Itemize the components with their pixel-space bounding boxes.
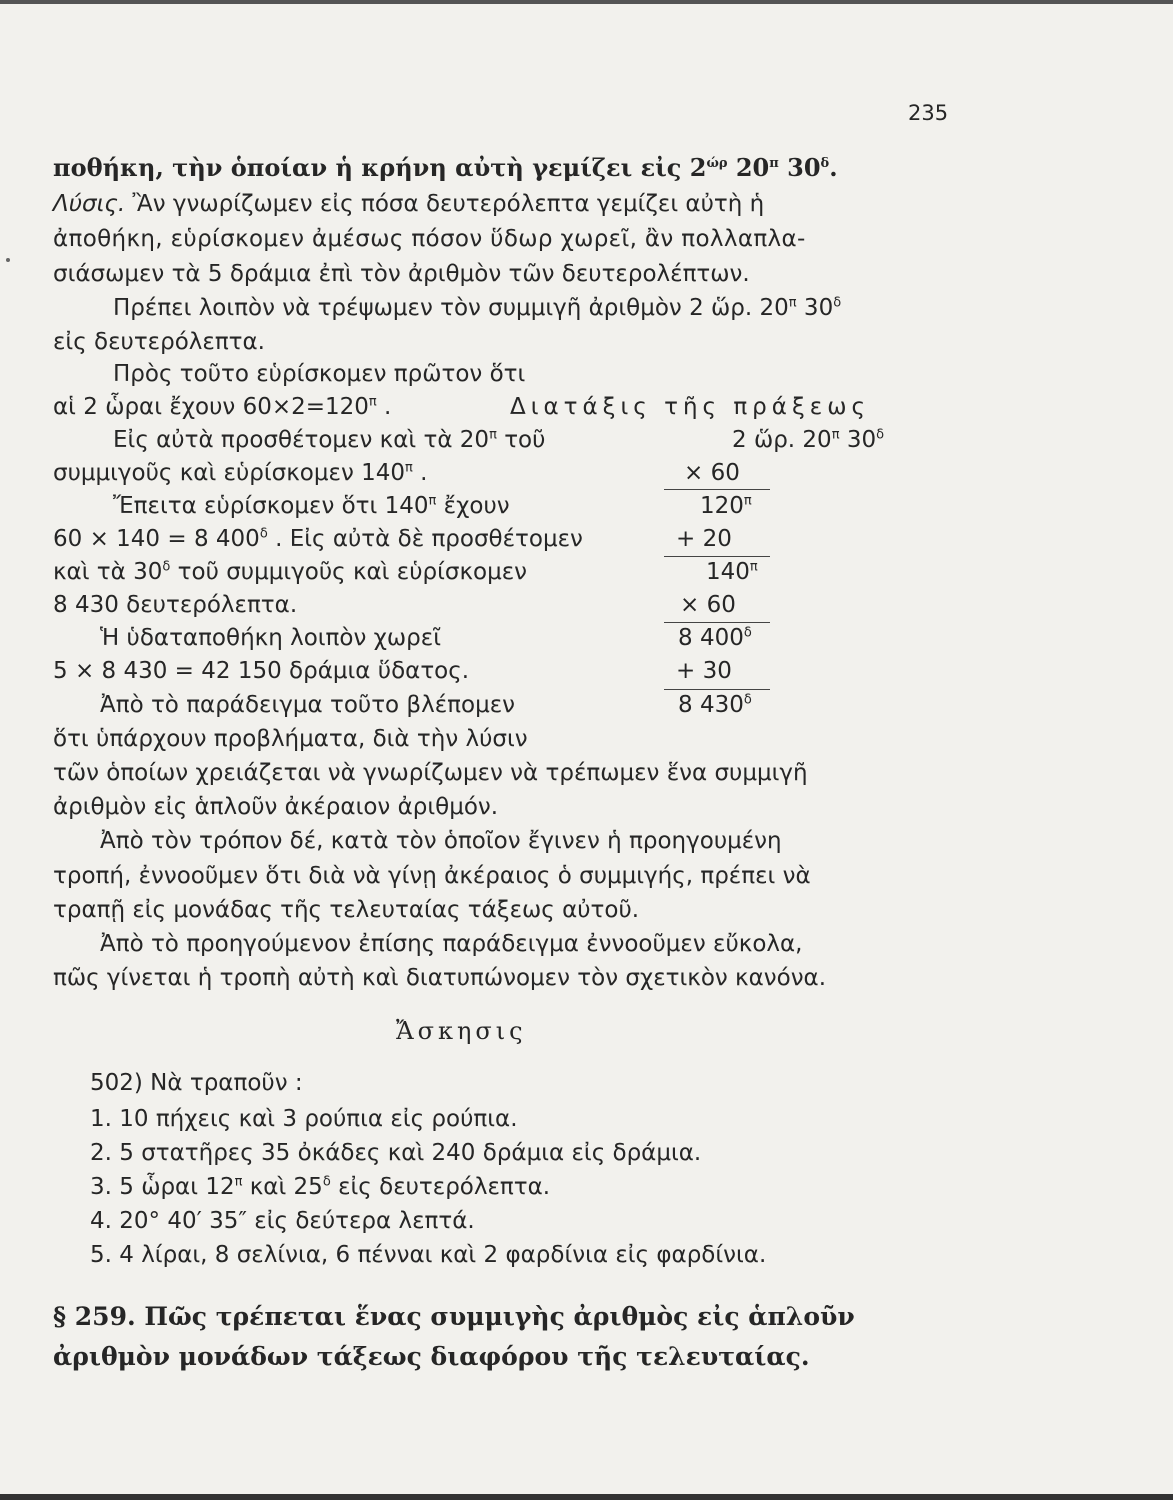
solution-line-22: τραπῇ εἰς μονάδας τῆς τελευταίας τάξεως αὐτοῦ. <box>53 897 640 923</box>
top-border <box>0 0 1173 4</box>
exercise-item-1: 1. 10 πήχεις καὶ 3 ρούπια εἰς ρούπια. <box>90 1106 518 1132</box>
solution-line-14: Ἡ ὑδαταποθήκη λοιπὸν χωρεῖ <box>100 625 441 651</box>
solution-line-23: Ἀπὸ τὸ προηγούμενον ἐπίσης παράδειγμα ἐννοοῦμεν εὔκολα, <box>100 931 803 957</box>
solution-line-16: Ἀπὸ τὸ παράδειγμα τοῦτο βλέπομεν <box>100 692 515 718</box>
calc-row-3: $120^\pi$ <box>700 493 752 519</box>
section-heading-line-2: ἀριθμὸν μονάδων τάξεως διαφόρου τῆς τελευταίας. <box>53 1342 810 1371</box>
solution-line-11: 60 × 140 = 8 $400^\delta$ . Εἰς αὐτὰ δὲ προσθέτομεν <box>53 526 583 552</box>
continued-problem-line: ποθήκη, τὴν ὁποίαν ἡ κρήνη αὐτὴ γεμίζει εἰς $2^{ώ\rho}$ $20^\pi$ $30^\delta$. <box>53 153 838 182</box>
calc-row-7: 8 $400^\delta$ <box>678 625 752 651</box>
solution-line-19: ἀριθμὸν εἰς ἁπλοῦν ἀκέραιον ἀριθμόν. <box>53 794 499 820</box>
calculation-layout-title: Διατάξις τῆς πράξεως <box>510 394 870 420</box>
calc-row-6: × 60 <box>680 592 736 618</box>
solution-line-24: πῶς γίνεται ἡ τροπὴ αὐτὴ καὶ διατυπώνομεν τὸν σχετικὸν κανόνα. <box>53 965 827 991</box>
exercise-item-5: 5. 4 λίραι, 8 σελίνια, 6 πένναι καὶ 2 φαρδίνια εἰς φαρδίνια. <box>90 1242 767 1268</box>
solution-line-18: τῶν ὁποίων χρειάζεται νὰ γνωρίζωμεν νὰ τρέπωμεν ἕνα συμμιγῆ <box>53 760 808 786</box>
section-heading-line-1: § 259. Πῶς τρέπεται ἕνας συμμιγὴς ἀριθμὸς εἰς ἁπλοῦν <box>53 1302 855 1331</box>
calc-row-1: 2 ὥρ. $20^\pi$ $30^\delta$ <box>732 427 885 453</box>
solution-line-1: Λύσις. Ἂν γνωρίζωμεν εἰς πόσα δευτερόλεπτα γεμίζει αὐτὴ ἡ <box>53 191 765 217</box>
solution-line-10: Ἔπειτα εὑρίσκομεν ὅτι $140^\pi$ ἔχουν <box>113 493 510 519</box>
solution-line-17: ὅτι ὑπάρχουν προβλήματα, διὰ τὴν λύσιν <box>53 726 528 752</box>
margin-mark <box>6 258 10 262</box>
solution-line-5: εἰς δευτερόλεπτα. <box>53 329 265 355</box>
calc-rule-1 <box>664 489 770 490</box>
solution-line-9: συμμιγοῦς καὶ εὑρίσκομεν $140^\pi$ . <box>53 460 428 486</box>
bottom-border <box>0 1494 1173 1500</box>
solution-line-2: ἀποθήκη, εὑρίσκομεν ἀμέσως πόσον ὕδωρ χωρεῖ, ἂν πολλαπλα- <box>53 226 806 252</box>
solution-line-7: αἱ 2 ὧραι ἔχουν $60\times 2=120^\pi$ . <box>53 394 392 420</box>
exercise-item-3: 3. 5 ὧραι $12^\pi$ καὶ $25^\delta$ εἰς δευτερόλεπτα. <box>90 1174 551 1200</box>
exercise-intro: 502) Νὰ τραποῦν : <box>90 1070 303 1096</box>
solution-line-15: 5 × 8 430 = 42 150 δράμια ὕδατος. <box>53 658 470 684</box>
solution-line-13: 8 430 δευτερόλεπτα. <box>53 592 298 618</box>
calc-row-5: $140^\pi$ <box>706 559 758 585</box>
calc-row-2: × 60 <box>684 460 740 486</box>
calc-row-4: + 20 <box>676 526 732 552</box>
exercise-item-4: 4. 20° 40′ 35″ εἰς δεύτερα λεπτά. <box>90 1208 475 1234</box>
page-number: 235 <box>908 101 949 125</box>
exercise-item-2: 2. 5 στατῆρες 35 ὀκάδες καὶ 240 δράμια εἰς δράμια. <box>90 1140 702 1166</box>
solution-line-3: σιάσωμεν τὰ 5 δράμια ἐπὶ τὸν ἀριθμὸν τῶν δευτερολέπτων. <box>53 261 750 287</box>
solution-line-21: τροπή, ἐννοοῦμεν ὅτι διὰ νὰ γίνῃ ἀκέραιος ὁ συμμιγής, πρέπει νὰ <box>53 863 811 889</box>
solution-line-6: Πρὸς τοῦτο εὑρίσκομεν πρῶτον ὅτι <box>113 361 526 387</box>
calc-row-8: + 30 <box>676 658 732 684</box>
solution-line-20: Ἀπὸ τὸν τρόπον δέ, κατὰ τὸν ὁποῖον ἔγινεν ἡ προηγουμένη <box>100 828 782 854</box>
calc-row-9: 8 $430^\delta$ <box>678 692 752 718</box>
solution-line-8: Εἰς αὐτὰ προσθέτομεν καὶ τὰ $20^\pi$ τοῦ <box>113 427 546 453</box>
exercise-heading: Ἄσκησις <box>396 1017 527 1045</box>
solution-line-4: Πρέπει λοιπὸν νὰ τρέψωμεν τὸν συμμιγῆ ἀριθμὸν 2 ὥρ. $20^\pi$ $30^\delta$ <box>113 295 842 321</box>
solution-line-12: καὶ τὰ $30^\delta$ τοῦ συμμιγοῦς καὶ εὑρίσκομεν <box>53 559 528 585</box>
